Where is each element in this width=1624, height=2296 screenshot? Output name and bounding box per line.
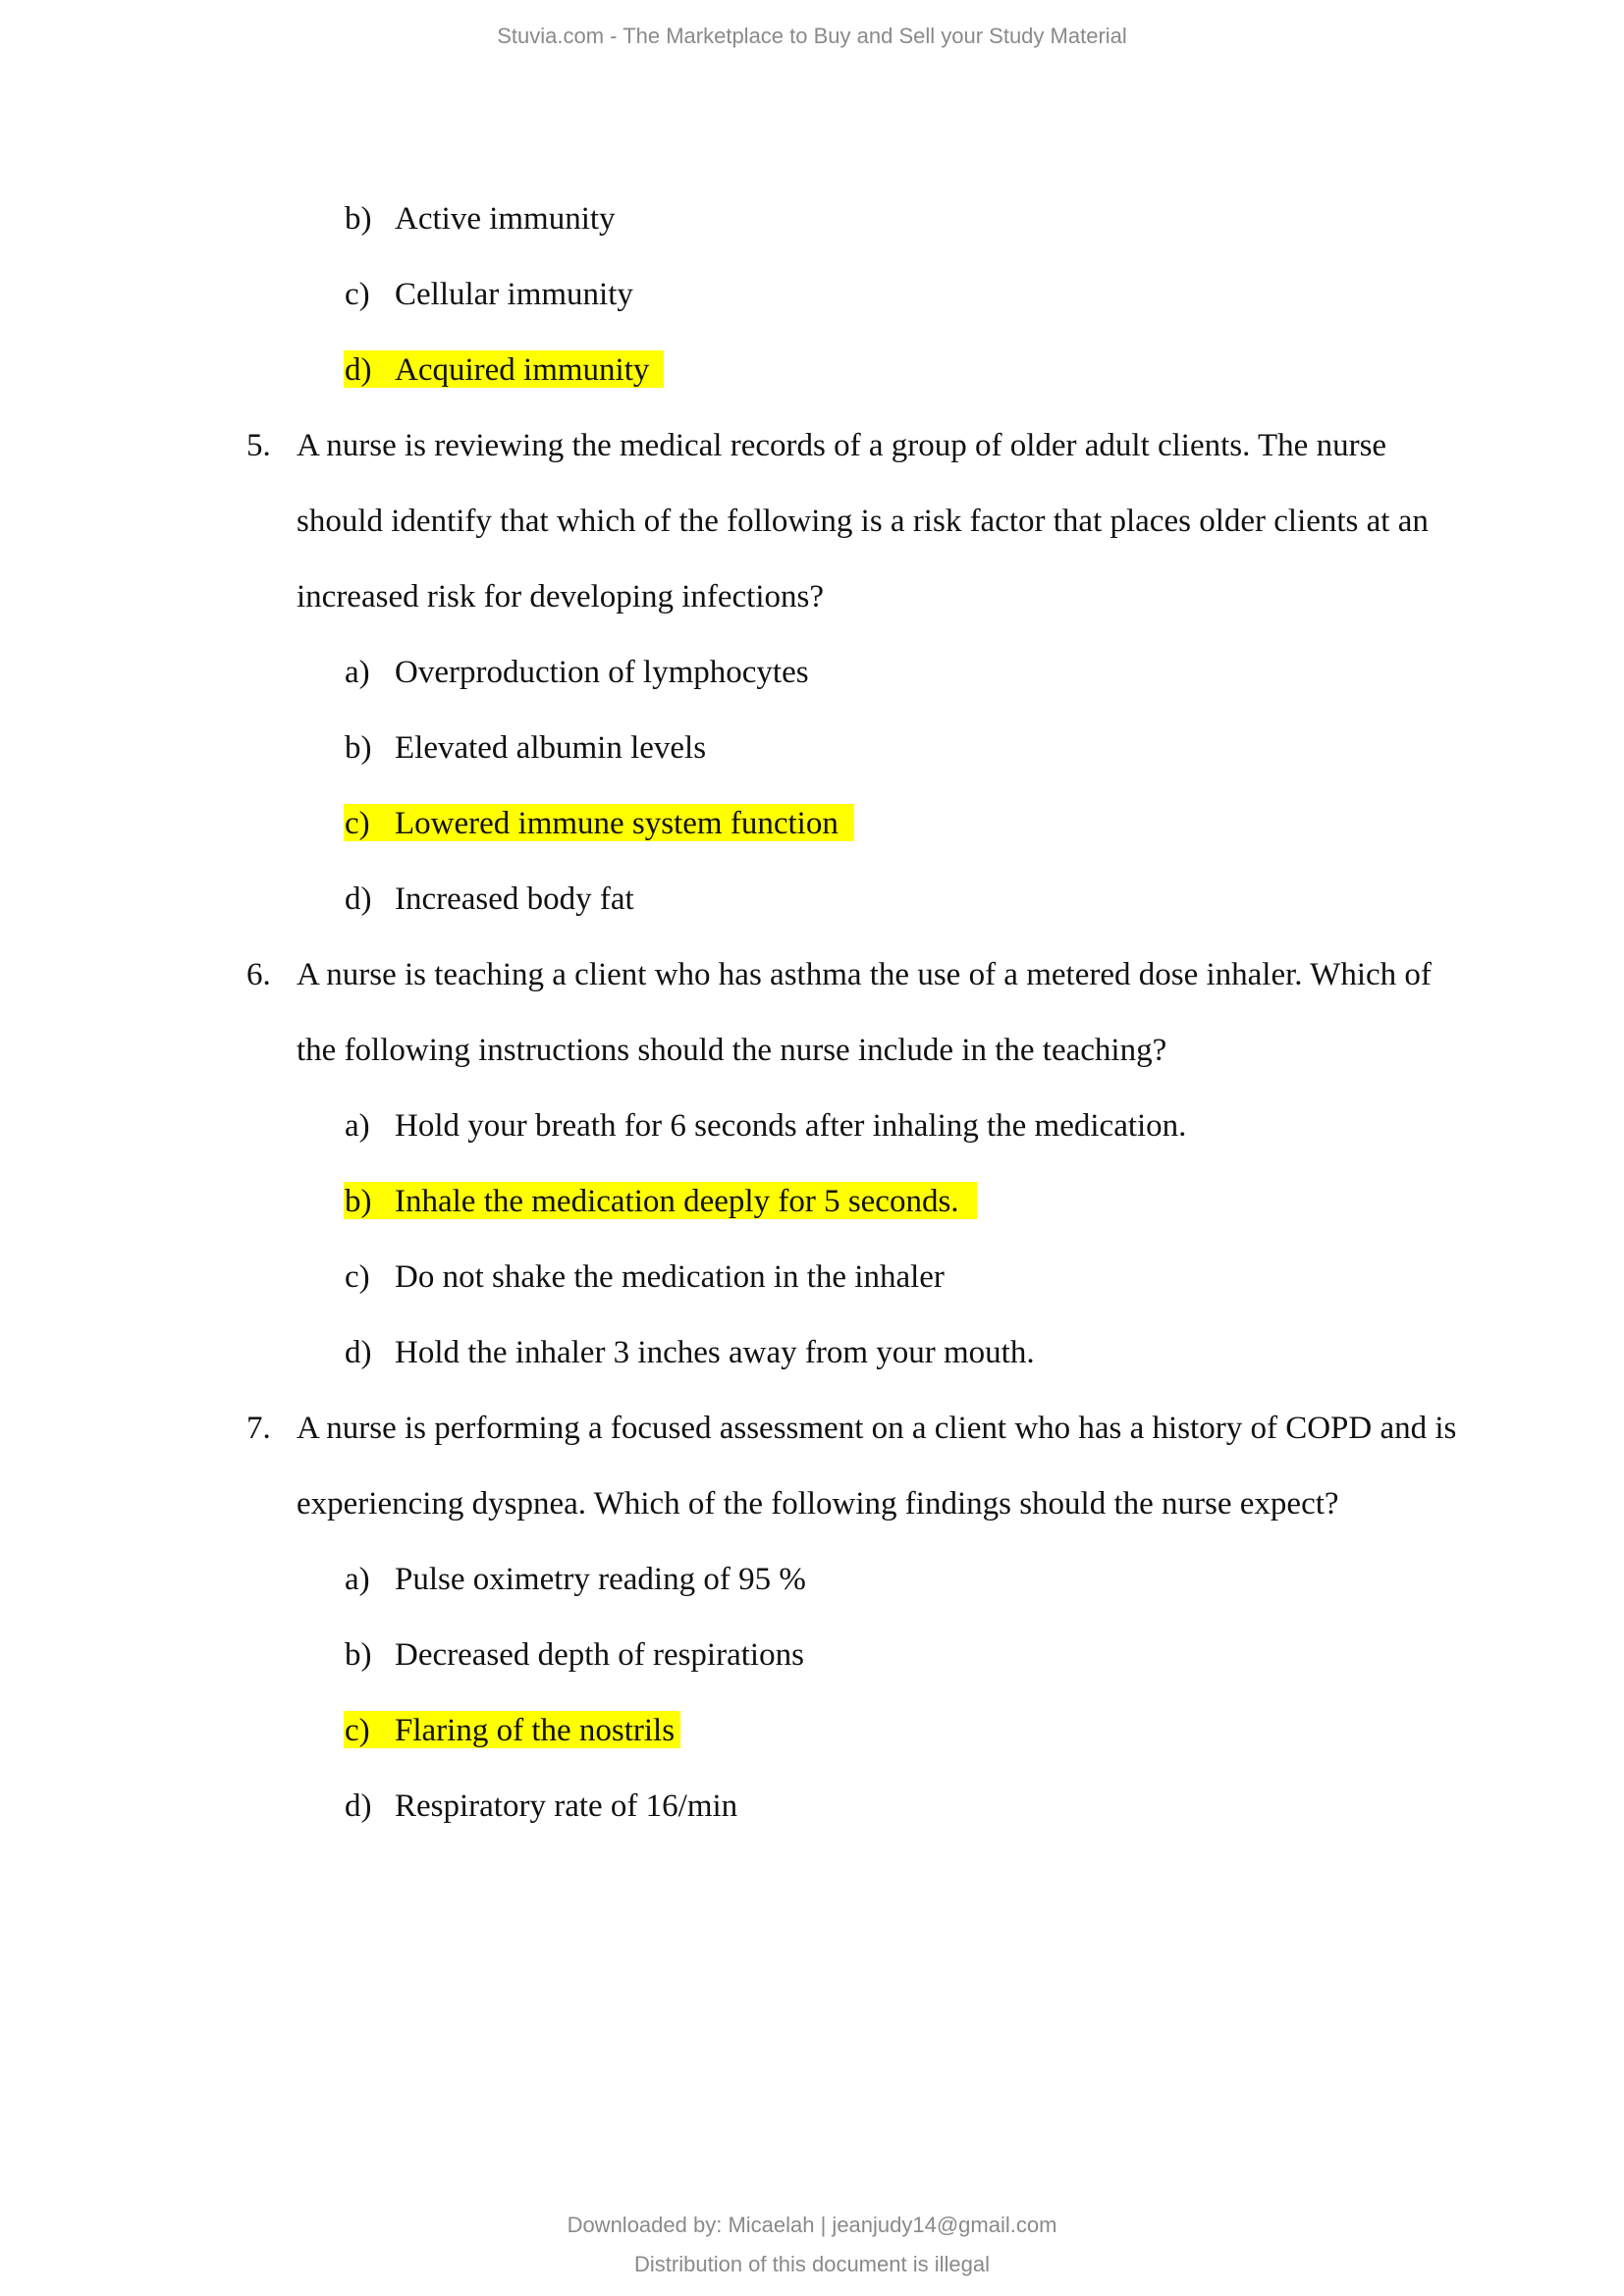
option-letter: a)	[345, 1562, 370, 1597]
option-text: Hold your breath for 6 seconds after inhaling the medication.	[395, 1108, 1187, 1144]
option-text: Active immunity	[395, 201, 616, 237]
option-letter: c)	[345, 1713, 370, 1748]
option-letter: d)	[345, 881, 372, 917]
question-text: increased risk for developing infections?	[297, 579, 824, 614]
question-text: A nurse is teaching a client who has asthma the use of a metered dose inhaler. Which of	[297, 957, 1432, 992]
option-letter: b)	[345, 1184, 372, 1219]
option-text: Cellular immunity	[395, 277, 633, 312]
option-letter: b)	[345, 201, 372, 237]
option-text: Acquired immunity	[395, 352, 650, 388]
option-letter: d)	[345, 1789, 372, 1824]
option-text: Hold the inhaler 3 inches away from your mouth.	[395, 1335, 1035, 1370]
option-letter: a)	[345, 655, 370, 690]
option-letter: a)	[345, 1108, 370, 1144]
question-text: the following instructions should the nurse include in the teaching?	[297, 1033, 1167, 1068]
option-text: Decreased depth of respirations	[395, 1637, 804, 1673]
option-text: Inhale the medication deeply for 5 seconds.	[395, 1184, 959, 1219]
option-text: Overproduction of lymphocytes	[395, 655, 809, 690]
option-text: Pulse oximetry reading of 95 %	[395, 1562, 806, 1597]
option-letter: d)	[345, 352, 372, 388]
option-letter: c)	[345, 1259, 370, 1295]
question-text: should identify that which of the following is a risk factor that places older clients at an	[297, 504, 1429, 539]
option-letter: d)	[345, 1335, 372, 1370]
footer-downloaded-by: Downloaded by: Micaelah | jeanjudy14@gmail.com	[567, 2213, 1057, 2237]
footer-distribution-notice: Distribution of this document is illegal	[634, 2252, 990, 2276]
option-letter: b)	[345, 730, 372, 766]
option-text: Flaring of the nostrils	[395, 1713, 676, 1748]
question-number: 7.	[246, 1411, 271, 1446]
option-letter: b)	[345, 1637, 372, 1673]
option-letter: c)	[345, 806, 370, 841]
question-text: A nurse is reviewing the medical records of a group of older adult clients. The nurse	[297, 428, 1387, 463]
option-letter: c)	[345, 277, 370, 312]
option-text: Respiratory rate of 16/min	[395, 1789, 738, 1824]
question-number: 5.	[246, 428, 271, 463]
option-text: Do not shake the medication in the inhaler	[395, 1259, 945, 1295]
question-number: 6.	[246, 957, 271, 992]
option-text: Elevated albumin levels	[395, 730, 707, 766]
question-text: A nurse is performing a focused assessment on a client who has a history of COPD and is	[297, 1411, 1457, 1446]
header-watermark: Stuvia.com - The Marketplace to Buy and Sell your Study Material	[497, 24, 1127, 48]
option-text: Increased body fat	[395, 881, 634, 917]
option-text: Lowered immune system function	[395, 806, 839, 841]
question-text: experiencing dyspnea. Which of the following findings should the nurse expect?	[297, 1486, 1339, 1522]
